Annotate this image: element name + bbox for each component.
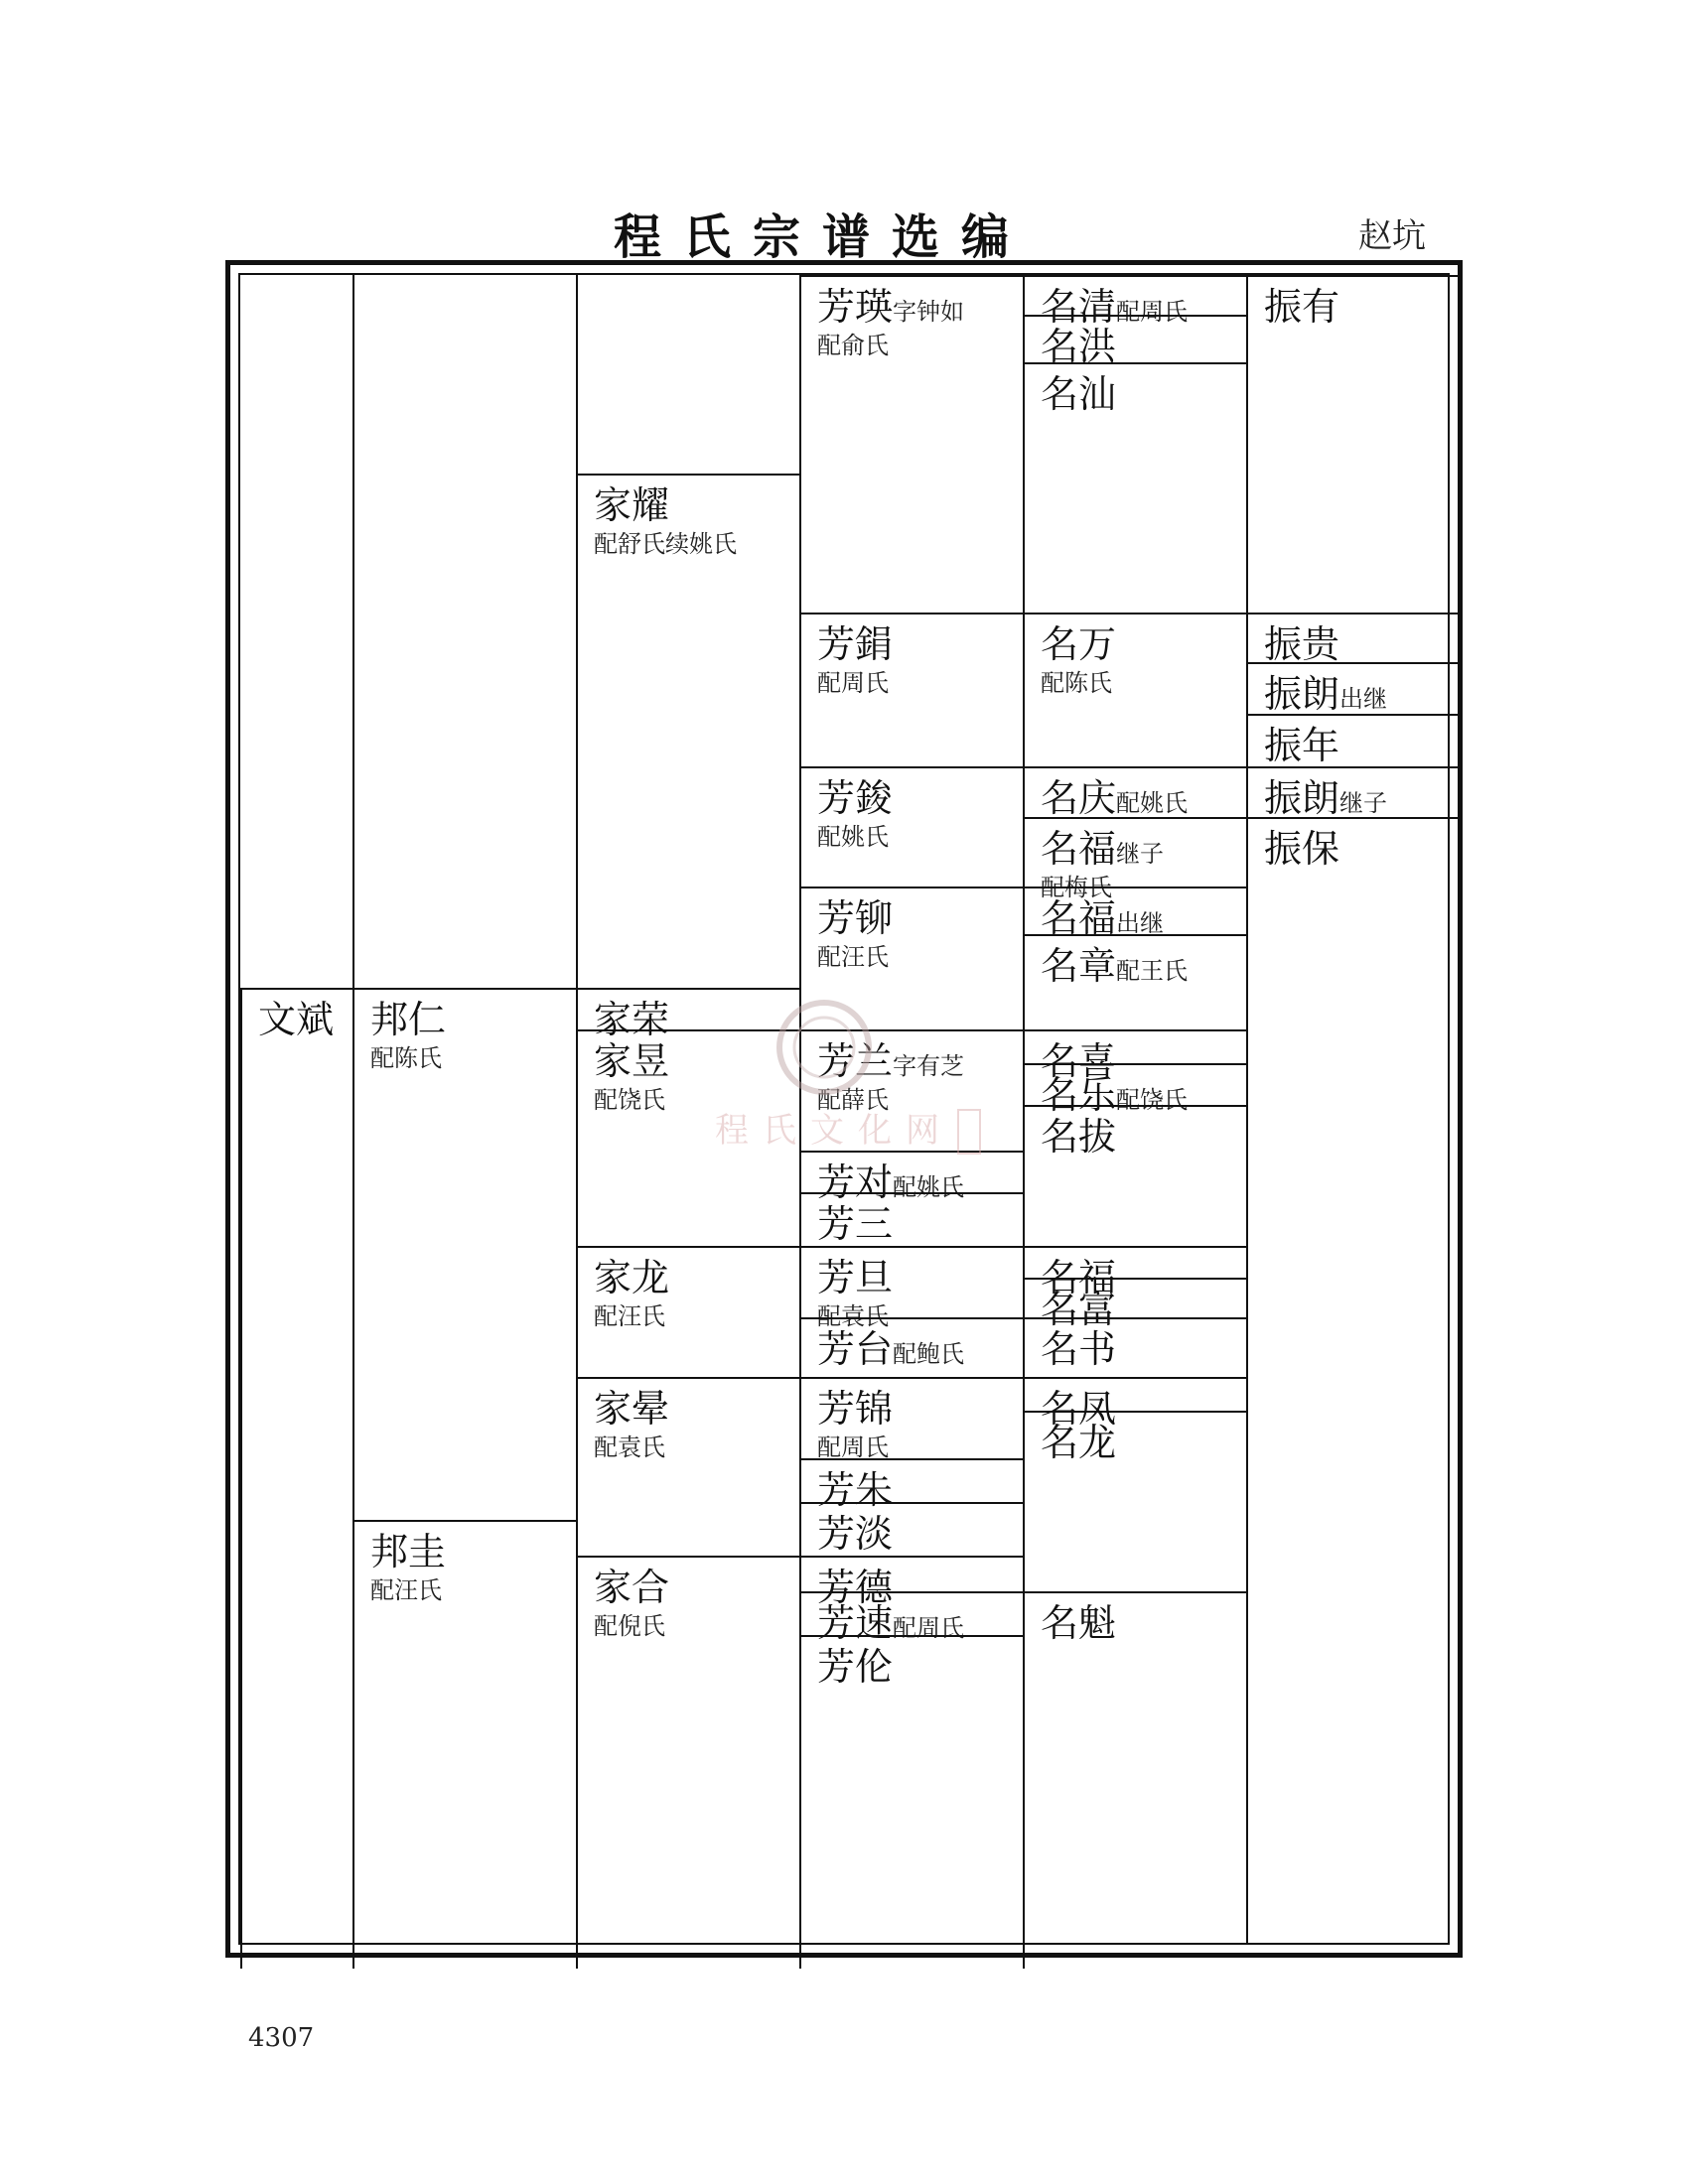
person-name: 芳台 [817,1327,894,1371]
spouse-note: 配舒氏续姚氏 [594,530,737,558]
col4-cell [799,1029,1023,1151]
person-name: 名富 [1041,1288,1117,1331]
person-inline-note: 继子 [1339,789,1388,817]
col2-cell [352,1520,576,1969]
person-name: 邦圭 [370,1530,447,1573]
col4-cell [799,1635,1023,1969]
person-name: 振年 [1264,724,1340,767]
person-name: 家耀 [594,483,670,527]
col4-cell [799,1591,1023,1645]
person-name: 振朗 [1264,776,1340,820]
person-name: 名清 [1041,285,1117,329]
col4-cell [799,1317,1023,1377]
person-name: 芳锦 [817,1387,894,1431]
person-name: 文斌 [258,998,335,1041]
person-name: 芳淡 [817,1512,894,1556]
person-inline-note: 配姚氏 [1116,789,1189,817]
col3-cell [576,988,799,1041]
person-name: 家昱 [594,1039,670,1083]
person-inline-note: 配姚氏 [893,1173,965,1201]
col5-cell [1023,1105,1246,1246]
person-name: 芳朱 [817,1468,894,1512]
spouse-note: 配袁氏 [594,1433,665,1461]
col4-cell [799,275,1023,613]
spouse-note: 配俞氏 [817,332,889,359]
col4-cell [799,613,1023,766]
col6-cell [1246,275,1460,329]
person-name: 名魁 [1041,1601,1117,1645]
spouse-note: 配汪氏 [594,1302,665,1330]
person-name: 名章 [1041,944,1117,988]
col5-cell [1023,315,1246,368]
spouse-note: 配薛氏 [817,1086,889,1114]
col5-cell [1023,1377,1246,1431]
col5-cell [1023,1591,1246,1969]
spouse-note: 配陈氏 [370,1044,442,1072]
person-name: 芳鋗 [817,622,894,666]
person-name: 家龙 [594,1256,670,1299]
col3-cell [576,474,799,988]
person-name: 家荣 [594,998,670,1041]
spouse-note: 配饶氏 [594,1086,665,1114]
col3-cell [576,1029,799,1246]
col5-cell [1023,887,1246,940]
person-name: 名福 [1041,827,1117,871]
person-name: 振保 [1264,827,1340,871]
person-inline-note: 出继 [1116,909,1165,937]
spouse-note: 配倪氏 [594,1612,665,1640]
person-name: 芳兰 [817,1039,894,1083]
person-name: 芳三 [817,1202,894,1246]
person-name: 名万 [1041,622,1117,666]
col4-cell [799,766,1023,887]
col6-cell [1246,817,1460,887]
col5-cell [1023,1246,1246,1299]
col6-cell [1246,613,1460,666]
person-name: 芳速 [817,1601,894,1645]
person-name: 名洪 [1041,325,1117,368]
col6-cell [1246,766,1460,820]
person-inline-note: 出继 [1339,685,1388,713]
person-inline-note: 配周氏 [893,1614,965,1642]
col5-cell [1023,1317,1246,1377]
spouse-note: 配姚氏 [817,823,889,851]
page-title: 程氏宗谱选编 [614,209,1032,265]
person-inline-note: 字有芝 [893,1052,965,1080]
spouse-note: 配袁氏 [817,1302,889,1330]
col1-cell [240,988,352,1969]
col4-cell [799,1377,1023,1461]
col5-cell [1023,1029,1246,1083]
col3-cell [576,1246,799,1377]
person-name: 名汕 [1041,372,1117,416]
spouse-note: 配周氏 [817,669,889,697]
person-name: 名凤 [1041,1387,1117,1431]
col4-cell [799,1151,1023,1204]
person-name: 芳对 [817,1160,894,1204]
person-name: 邦仁 [370,998,447,1041]
column-divider [1246,275,1248,1943]
person-name: 名庆 [1041,776,1117,820]
branch-label: 赵坑 [1358,216,1426,256]
col4-cell [799,1458,1023,1512]
spouse-note: 配梅氏 [1041,874,1112,901]
person-name: 家晕 [594,1387,670,1431]
column-divider [799,275,801,1943]
spouse-note: 配汪氏 [370,1576,442,1604]
col6-cell [1246,714,1460,766]
person-name: 芳铆 [817,896,894,940]
col4-cell [799,1246,1023,1330]
page-number: 4307 [248,2023,315,2053]
person-inline-note: 配饶氏 [1116,1086,1189,1114]
person-name: 名福 [1041,896,1117,940]
spouse-note: 配周氏 [817,1433,889,1461]
col5-cell [1023,766,1246,820]
person-name: 名乐 [1041,1073,1117,1117]
person-name: 名福 [1041,1256,1117,1299]
person-name: 名书 [1041,1327,1117,1371]
col5-cell [1023,1278,1246,1331]
person-name: 芳旦 [817,1256,894,1299]
col4-cell [799,1192,1023,1246]
col5-cell [1023,934,1246,1029]
col3-cell [576,1556,799,1969]
genealogy-table-frame [225,260,1463,1958]
col5-cell [1023,275,1246,329]
person-name: 振朗 [1264,672,1340,716]
watermark-text: 程氏文化网 [715,1111,953,1151]
spouse-note: 配汪氏 [817,943,889,971]
person-inline-note: 配周氏 [1116,298,1189,326]
col5-cell [1023,1411,1246,1591]
person-name: 芳瑛 [817,285,894,329]
person-inline-note: 配鲍氏 [893,1340,965,1368]
person-name: 振有 [1264,285,1340,329]
person-name: 家合 [594,1566,670,1609]
person-name: 名拔 [1041,1115,1117,1159]
col4-cell [799,1556,1023,1609]
col5-cell [1023,613,1246,766]
col5-cell [1023,362,1246,613]
column-divider [1023,275,1025,1943]
spouse-note: 配陈氏 [1041,669,1112,697]
column-divider [576,275,578,1943]
col4-cell [799,887,1023,988]
column-divider [352,275,354,1943]
col4-cell [799,1502,1023,1556]
col2-cell [352,988,576,1520]
person-name: 名龙 [1041,1421,1117,1464]
person-name: 振贵 [1264,622,1340,666]
col3-cell [576,1377,799,1556]
person-name: 芳伦 [817,1645,894,1689]
genealogy-table [238,273,1450,1945]
col5-cell [1023,817,1246,901]
person-inline-note: 字钟如 [893,298,965,326]
col5-cell [1023,1063,1246,1117]
person-inline-note: 配王氏 [1116,957,1189,985]
person-inline-note: 继子 [1116,840,1165,868]
col6-cell [1246,662,1460,714]
person-name: 名喜 [1041,1039,1117,1083]
person-name: 芳鋑 [817,776,894,820]
person-name: 芳德 [817,1566,894,1609]
